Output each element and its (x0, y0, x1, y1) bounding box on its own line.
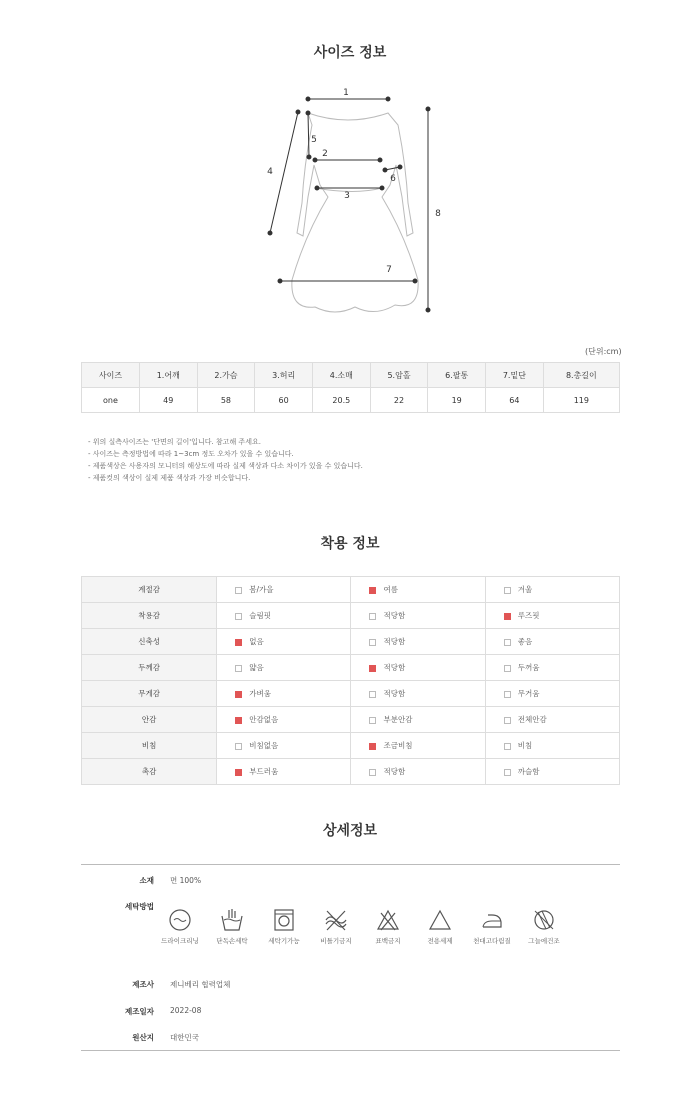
fit-option (351, 655, 485, 681)
fit-row-label: 비침 (82, 733, 217, 759)
fit-row-label: 무게감 (82, 681, 217, 707)
diagram-label-5: 5 (311, 135, 317, 145)
fit-option (217, 759, 351, 785)
diagram-label-6: 6 (390, 174, 396, 184)
wash-icon-item (362, 908, 414, 945)
diagram-label-4: 4 (267, 167, 273, 177)
checkbox-icon (369, 769, 376, 776)
maker-label: 제조사 (132, 980, 154, 989)
size-notes (88, 436, 363, 484)
table-row (82, 577, 620, 603)
fit-row-label: 신축성 (82, 629, 217, 655)
checkbox-icon (504, 639, 511, 646)
checkbox-icon (369, 613, 376, 620)
checked-box-icon (369, 587, 376, 594)
fit-row-label: 촉감 (82, 759, 217, 785)
wash-label: 세탁방법 (125, 902, 154, 911)
fit-option-label: 비침 (517, 741, 533, 750)
header-cell: 사이즈 (82, 363, 140, 388)
size-cell: 60 (255, 388, 313, 413)
header-cell: 7.밑단 (486, 363, 544, 388)
fit-option-label: 루즈핏 (517, 611, 540, 620)
fit-row-label: 두께감 (82, 655, 217, 681)
dress-size-diagram (255, 85, 455, 320)
shade-dry-icon (532, 908, 556, 932)
fit-option (485, 733, 619, 759)
fit-option-label: 비침없음 (249, 741, 279, 750)
size-table-header (82, 363, 620, 388)
no-bleach-icon (376, 908, 400, 932)
wash-icon-label: 비틀기금지 (320, 937, 352, 945)
wash-icon-item (518, 908, 570, 945)
fit-option (217, 681, 351, 707)
table-row (82, 603, 620, 629)
fit-section-title: 착용 정보 (320, 536, 380, 552)
header-cell: 6.팔통 (428, 363, 486, 388)
fit-option-label: 안감없음 (249, 715, 279, 724)
fit-option (351, 759, 485, 785)
unit-label: (단위:cm) (585, 347, 622, 356)
table-row (82, 629, 620, 655)
wash-icon-label: 드라이크리닝 (161, 937, 199, 945)
low-iron-icon (480, 908, 504, 932)
note-line: - 사이즈는 측정방법에 따라 1~3cm 정도 오차가 있을 수 있습니다. (88, 450, 294, 458)
wash-icon-label: 세탁기가능 (268, 937, 300, 945)
checked-box-icon (504, 613, 511, 620)
fit-option (485, 603, 619, 629)
table-row (82, 733, 620, 759)
checkbox-icon (504, 587, 511, 594)
fit-option-label: 무거움 (517, 689, 540, 698)
checked-box-icon (235, 769, 242, 776)
note-line: - 제품컷의 색상이 실제 제품 색상과 가장 비슷합니다. (88, 474, 251, 482)
diagram-label-3: 3 (344, 191, 350, 201)
header-cell: 3.허리 (255, 363, 313, 388)
maker-value: 제니베리 협력업체 (170, 980, 231, 989)
fit-option-label: 적당함 (383, 767, 406, 776)
fit-option (485, 655, 619, 681)
fit-option (217, 577, 351, 603)
fit-option-label: 얇음 (249, 663, 264, 672)
fit-row-label: 안감 (82, 707, 217, 733)
table-row (82, 655, 620, 681)
wash-icon-item (206, 908, 258, 945)
dry-clean-icon (168, 908, 192, 932)
fit-option (217, 629, 351, 655)
checkbox-icon (235, 613, 242, 620)
checkbox-icon (504, 743, 511, 750)
fit-row-label: 착용감 (82, 603, 217, 629)
wash-icon-item (310, 908, 362, 945)
checkbox-icon (369, 717, 376, 724)
checkbox-icon (235, 587, 242, 594)
table-row (82, 388, 620, 413)
size-table (81, 362, 620, 413)
fit-option (351, 603, 485, 629)
size-cell: 58 (197, 388, 255, 413)
fit-option-label: 조금비침 (383, 741, 413, 750)
wash-icon-item (154, 908, 206, 945)
note-line: - 위의 실측사이즈는 '단면의 길이'입니다. 참고해 주세요. (88, 438, 261, 446)
table-row (82, 707, 620, 733)
fit-option-label: 부드러움 (249, 767, 279, 776)
checkbox-icon (369, 691, 376, 698)
header-cell: 1.어깨 (139, 363, 197, 388)
fit-option-label: 겨울 (517, 585, 533, 594)
wash-icon-label: 천대고다림질 (473, 937, 511, 945)
fit-option-label: 부분안감 (383, 715, 413, 724)
fit-row-label: 계절감 (82, 577, 217, 603)
wash-icon-item (414, 908, 466, 945)
fit-option (351, 681, 485, 707)
hand-wash-icon (220, 908, 244, 932)
size-cell: 19 (428, 388, 486, 413)
size-cell: 20.5 (312, 388, 370, 413)
wash-icon-item (258, 908, 310, 945)
size-cell: 119 (543, 388, 619, 413)
fit-option (217, 603, 351, 629)
header-cell: 5.암홀 (370, 363, 428, 388)
diagram-label-1: 1 (343, 88, 349, 98)
fit-option-label: 두꺼움 (517, 663, 540, 672)
checkbox-icon (504, 769, 511, 776)
fit-option (351, 707, 485, 733)
fit-option-label: 전체안감 (517, 715, 547, 724)
size-cell: 49 (139, 388, 197, 413)
fit-option (485, 629, 619, 655)
fit-option-label: 여름 (383, 585, 398, 594)
wash-icon-label: 그늘에건조 (528, 937, 560, 945)
fit-option (217, 733, 351, 759)
note-line: - 제품색상은 사용자의 모니터의 해상도에 따라 실제 색상과 다소 차이가 있을 수 있습니다. (88, 462, 363, 470)
fit-option-label: 적당함 (383, 663, 406, 672)
wash-icon-item (466, 908, 518, 945)
fit-option-label: 적당함 (383, 689, 406, 698)
size-section-title: 사이즈 정보 (313, 45, 387, 61)
material-value: 면 100% (170, 876, 202, 885)
fit-option (485, 759, 619, 785)
fit-option-label: 가벼움 (249, 689, 271, 698)
fit-option (351, 629, 485, 655)
fit-option-label: 적당함 (383, 611, 406, 620)
header-cell: 4.소매 (312, 363, 370, 388)
fit-option-label: 슬림핏 (249, 611, 271, 620)
checked-box-icon (369, 743, 376, 750)
fit-option-label: 까슬함 (517, 767, 540, 776)
fit-option (485, 577, 619, 603)
checkbox-icon (504, 691, 511, 698)
fit-option-label: 봄/가을 (249, 585, 274, 594)
neutral-detergent-icon (428, 908, 452, 932)
checked-box-icon (369, 665, 376, 672)
checked-box-icon (235, 691, 242, 698)
diagram-label-7: 7 (386, 265, 392, 275)
header-cell: 8.총길이 (543, 363, 619, 388)
material-label: 소재 (139, 876, 154, 885)
fit-option (485, 707, 619, 733)
checkbox-icon (369, 639, 376, 646)
table-row (82, 759, 620, 785)
detail-section-title: 상세정보 (322, 823, 378, 839)
no-wring-icon (324, 908, 348, 932)
fit-option (351, 733, 485, 759)
checkbox-icon (235, 743, 242, 750)
fit-option-label: 적당함 (383, 637, 406, 646)
checkbox-icon (504, 665, 511, 672)
wash-icon-label: 전용세제 (427, 937, 453, 945)
header-cell: 2.가슴 (197, 363, 255, 388)
wash-icon-label: 단독손세탁 (216, 937, 248, 945)
date-value: 2022-08 (170, 1006, 202, 1015)
diagram-label-8: 8 (435, 209, 441, 219)
fit-option (217, 655, 351, 681)
size-cell: one (82, 388, 140, 413)
checkbox-icon (504, 717, 511, 724)
fit-option (485, 681, 619, 707)
fit-option (217, 707, 351, 733)
fit-option (351, 577, 485, 603)
checked-box-icon (235, 639, 242, 646)
fit-table (81, 576, 620, 785)
origin-value: 대한민국 (170, 1033, 199, 1042)
origin-label: 원산지 (132, 1033, 154, 1042)
detail-table (81, 864, 620, 1051)
size-cell: 64 (486, 388, 544, 413)
machine-wash-icon (272, 908, 296, 932)
checked-box-icon (235, 717, 242, 724)
size-cell: 22 (370, 388, 428, 413)
date-label: 제조일자 (125, 1007, 154, 1016)
checkbox-icon (235, 665, 242, 672)
fit-option-label: 없음 (249, 637, 264, 646)
wash-icon-label: 표백금지 (375, 937, 401, 945)
fit-option-label: 좋음 (517, 637, 533, 646)
table-row (82, 681, 620, 707)
diagram-label-2: 2 (322, 149, 328, 159)
